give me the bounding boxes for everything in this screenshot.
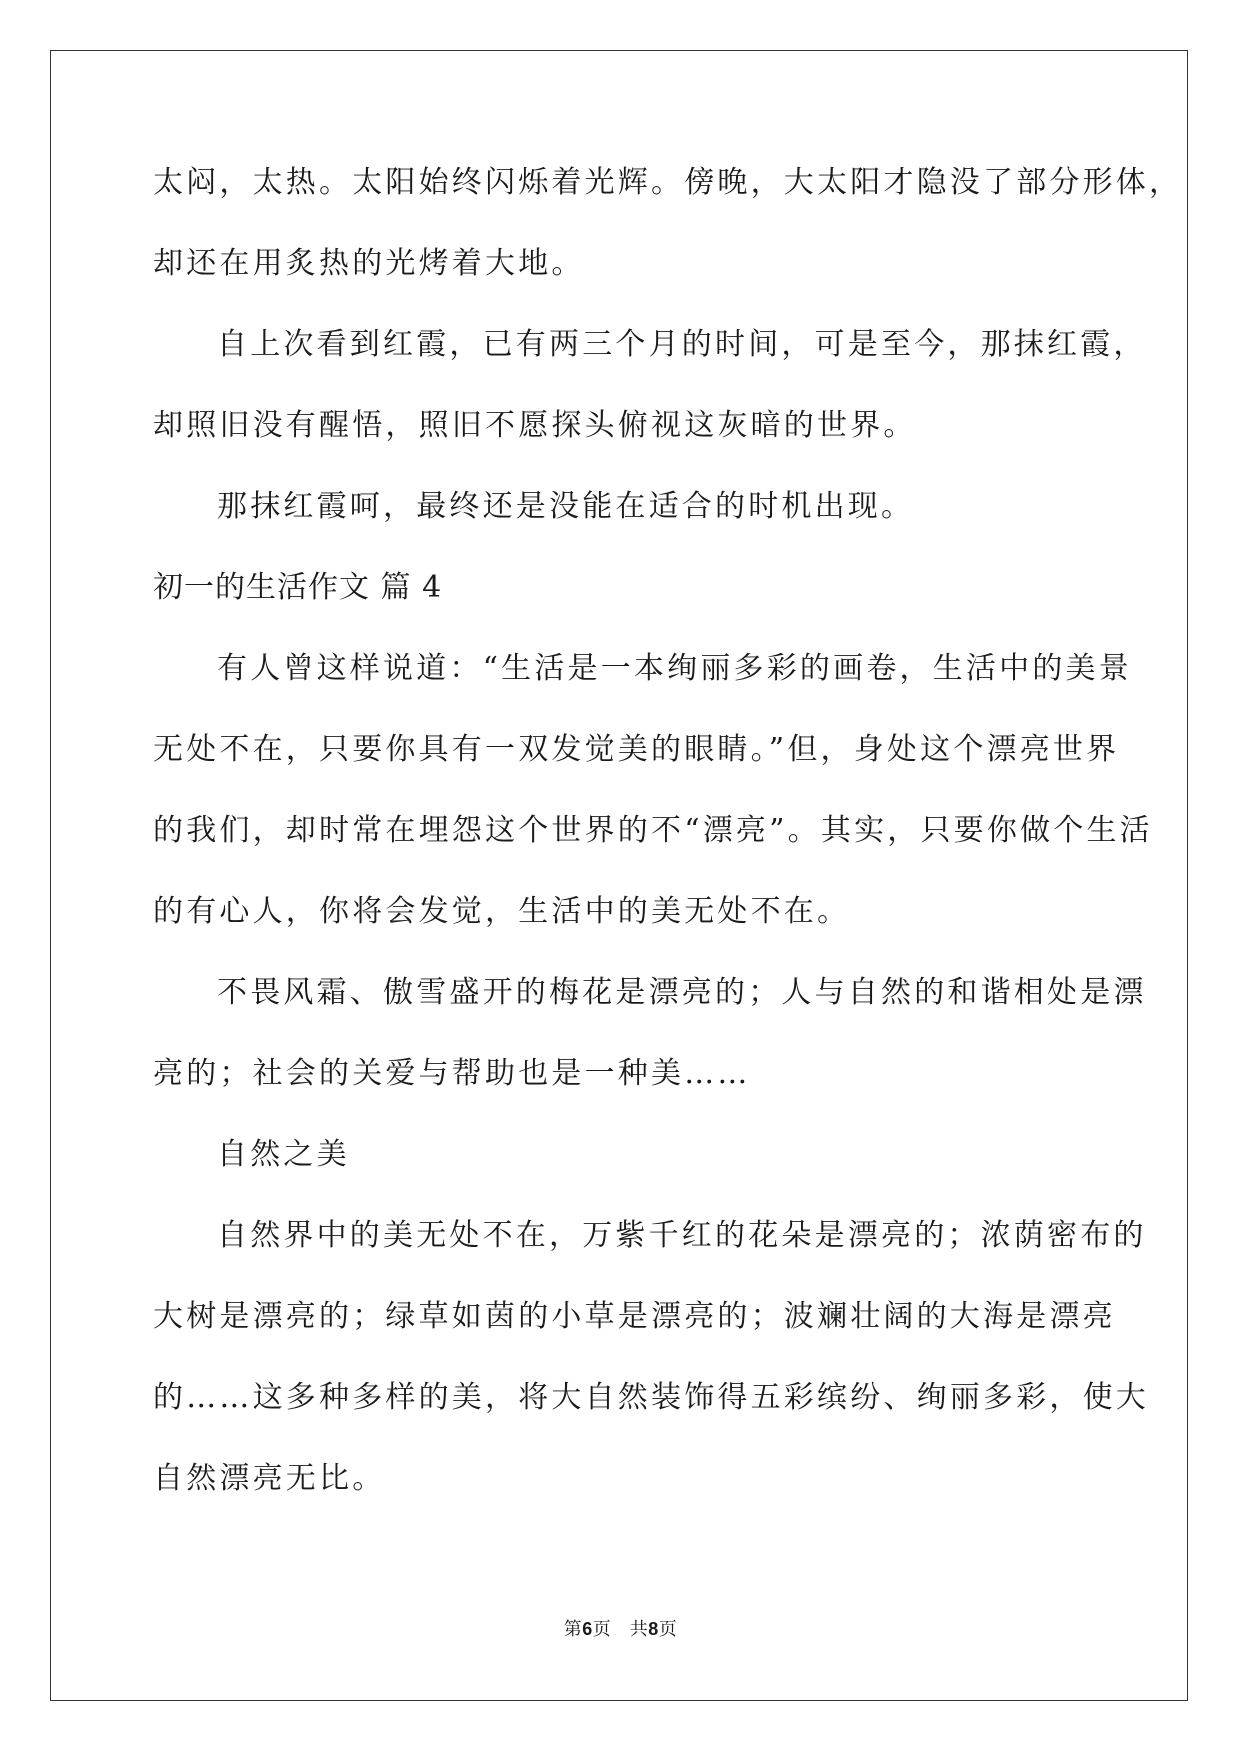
document-body xyxy=(153,164,1183,1497)
text-line-10: 的有心人，你将会发觉，生活中的美无处不在。 xyxy=(153,894,851,929)
text-line-15: 大树是漂亮的；绿草如茵的小草是漂亮的；波斓壮阔的大海是漂亮 xyxy=(153,1299,1116,1334)
text-line-12: 亮的；社会的关爱与帮助也是一种美…… xyxy=(153,1056,751,1091)
footer-suffix: 页 xyxy=(658,1619,678,1640)
subheading-natural-beauty: 自然之美 xyxy=(217,1137,350,1172)
text-line-5: 那抹红霞呵，最终还是没能在适合的时机出现。 xyxy=(217,489,915,524)
text-line-16: 的……这多种多样的美，将大自然装饰得五彩缤纷、绚丽多彩，使大 xyxy=(153,1380,1149,1415)
page-footer xyxy=(0,1618,1241,1641)
text-line-2: 却还在用炙热的光烤着大地。 xyxy=(153,246,585,281)
text-line-1: 太闷，太热。太阳始终闪烁着光辉。傍晚，大太阳才隐没了部分形体， xyxy=(153,165,1183,200)
footer-prefix: 第 xyxy=(563,1619,583,1640)
footer-mid: 页 共 xyxy=(592,1619,649,1640)
total-pages-number: 8 xyxy=(648,1619,659,1639)
text-line-4: 却照旧没有醒悟，照旧不愿探头俯视这灰暗的世界。 xyxy=(153,408,917,443)
current-page-number: 6 xyxy=(582,1619,593,1639)
text-line-3: 自上次看到红霞，已有两三个月的时间，可是至今，那抹红霞， xyxy=(217,327,1147,362)
text-line-7: 有人曾这样说道：“生活是一本绚丽多彩的画卷，生活中的美景 xyxy=(217,651,1132,686)
text-line-17: 自然漂亮无比。 xyxy=(153,1461,386,1496)
text-line-11: 不畏风霜、傲雪盛开的梅花是漂亮的；人与自然的和谐相处是漂 xyxy=(217,975,1147,1010)
text-line-8: 无处不在，只要你具有一双发觉美的眼睛。”但，身处这个漂亮世界 xyxy=(153,732,1120,767)
text-line-14: 自然界中的美无处不在，万紫千红的花朵是漂亮的；浓荫密布的 xyxy=(217,1218,1147,1253)
text-line-9: 的我们，却时常在埋怨这个世界的不“漂亮”。其实，只要你做个生活 xyxy=(153,813,1153,848)
section-heading: 初一的生活作文 篇 4 xyxy=(153,570,443,605)
